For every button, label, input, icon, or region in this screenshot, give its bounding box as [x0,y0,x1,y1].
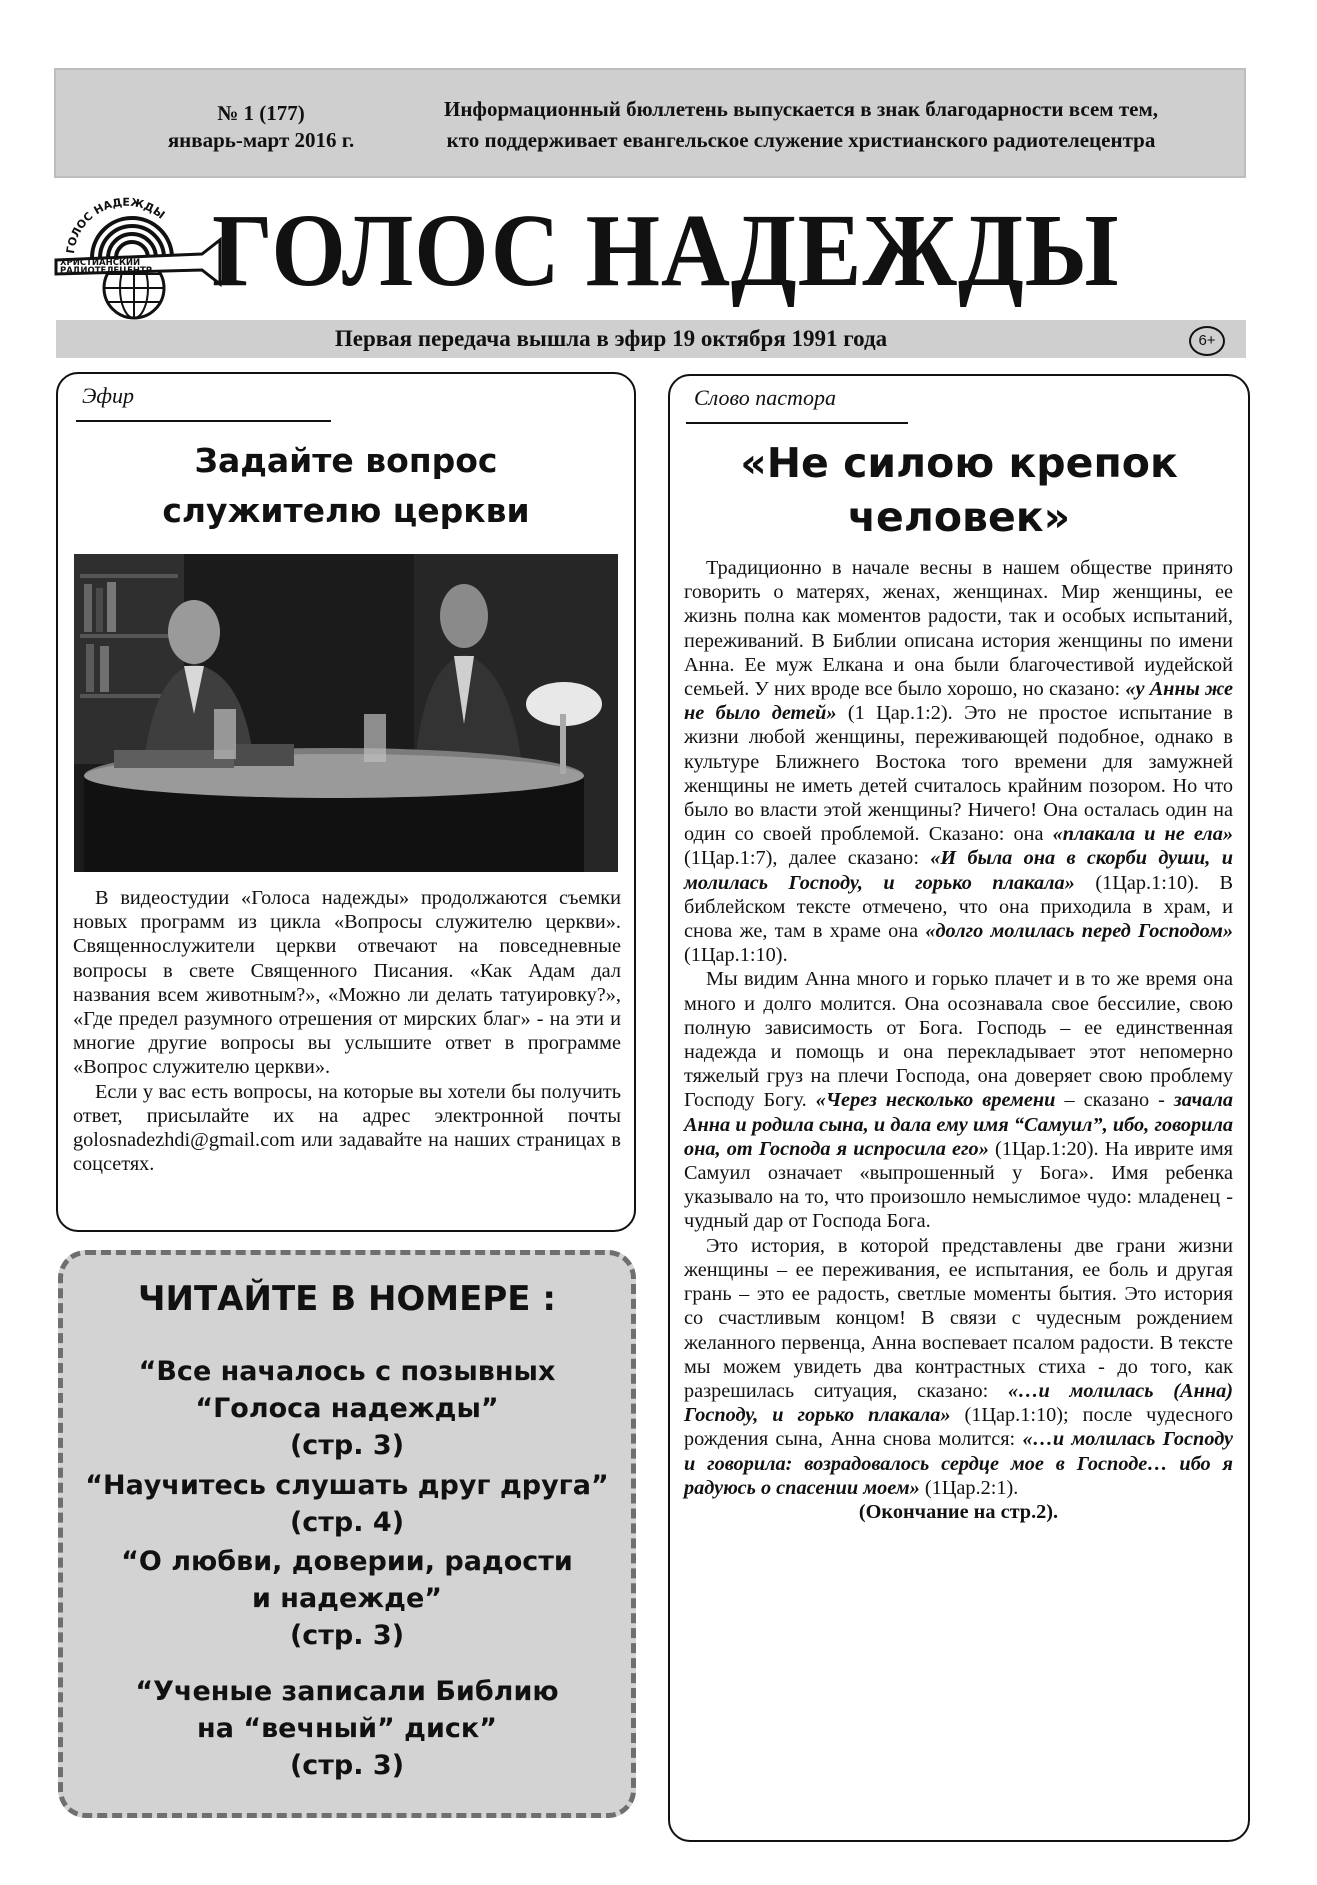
read-item-3-line1: “О любви, доверии, радости [121,1546,573,1577]
bulletin-info [391,94,1211,156]
right-article-text [684,556,1233,1524]
masthead-title: ГОЛОС НАДЕЖДЫ [212,193,1120,308]
first-broadcast-text: Первая передача вышла в эфир 19 октября 1991 года [334,326,888,351]
right-rubric: Слово пастора [694,385,836,410]
read-item-3 [63,1543,631,1654]
read-item-4 [63,1673,631,1784]
read-item-4-line1: “Ученые записали Библию [135,1676,559,1707]
logo-line2: РАДИОТЕЛЕЦЕНТР [60,266,153,276]
right-paragraph-2: Мы видим Анна много и горько плачет и в то же время она много и долго молится. Она осознавала свое бессилие, свою полную зависимость от Бога. Господь – ее единственная надежда и помощь и она перекладывает этот непомерно тяжелый груз на плечи Господа, она доверяет свою проблему Господу Богу. «Через несколько времени – сказано - зачала Анна и родила сына, и дала ему имя “Самуил”, ибо, говорила она, от Господа я испросила его» (1Цар.1:20). На иврите имя Самуил означает «выпрошенный у Бога». Имя ребенка указывало на то, что произошло немыслимое чудо: младенец - чудный дар от Господа Бога. [684,968,1234,1233]
left-article-title [68,436,624,536]
read-item-2-page: (стр. 4) [289,1507,405,1538]
left-title-line2: служителю церкви [162,491,530,530]
logo-arc-text: ГОЛОС НАДЕЖДЫ [63,195,168,255]
right-article-title [676,436,1242,544]
left-article [56,372,636,1232]
read-item-4-page: (стр. 3) [289,1750,405,1781]
bulletin-info-line2: кто поддерживает евангельское служение христианского радиотелецентра [446,128,1156,152]
issue-number: № 1 (177) [217,101,305,125]
bulletin-info-line1: Информационный бюллетень выпускается в знак благодарности всем тем, [443,97,1159,121]
left-title-line1: Задайте вопрос [194,441,498,480]
right-title-line1: «Не силою крепок [740,439,1178,487]
right-paragraph-3: Это история, в которой представлены две грани жизни женщины – ее переживания, ее испытания, ее боль и другая грань – это ее радость, светлые моменты бытия. Это история со счастливым концом! В связи с чудесным рождением желанного первенца, Анна воспевает псалом радости. В тексте мы можем увидеть два контрастных стиха - до того, как разрешилась ситуация, сказано: «…и молилась (Анна) Господу, и горько плакала» (1Цар.1:10); после чудесного рождения сына, Анна снова молится: «…и молилась Господу и говорила: возрадовалось сердце мое в Господе… ибо я радуюсь о спасении моем» (1Цар.2:1). [684,1234,1233,1499]
read-item-1-page: (стр. 3) [289,1430,405,1461]
read-item-1 [63,1353,631,1464]
logo-line1: ХРИСТИАНСКИЙ [60,258,141,268]
left-paragraph-1: В видеостудии «Голоса надежды» продолжаются съемки новых программ из цикла «Вопросы служителю церкви». Священнослужители церкви отвечают на повседневные вопросы в свете Священного Писания. «Как Адам дал названия всем животным?», «Можно ли делать татуировку?», «Где предел разумного отрешения от мирских благ» - на эти и многие другие вопросы вы услышите ответ в программе «Вопрос служителю церкви». [73,887,621,1079]
right-title-line2: человек» [847,493,1071,541]
read-item-3-line2: и надежде” [251,1583,443,1614]
read-item-3-page: (стр. 3) [289,1620,405,1651]
left-paragraph-2: Если у вас есть вопросы, на которые вы хотели бы получить ответ, присылайте их на адрес электронной почты golosnadezhdi@gmail.com или задавайте на наших страницах в соцсетях. [73,1080,621,1176]
read-item-1-line2: “Голоса надежды” [195,1393,499,1424]
left-rubric-rule [76,420,331,422]
left-article-text [73,886,621,1176]
header-info-bar [54,68,1246,178]
read-item-2 [63,1467,631,1541]
read-item-1-line1: “Все началось с позывных [138,1356,556,1387]
read-item-4-line2: на “вечный” диск” [197,1713,497,1744]
right-rubric-rule [686,422,908,424]
read-in-issue-box [58,1250,636,1818]
right-paragraph-1: Традиционно в начале весны в нашем обществе принято говорить о матерях, женах, женщинах. Мир женщины, ее жизнь полна как моментов радости, так и особых испытаний, переживаний. В Библии описана история женщины по имени Анна. Ее муж Елкана и она были благочестивой иудейской семьей. У них вроде все было хорошо, но сказано: «у Анны же не было детей» (1 Цар.1:2). Это не простое испытание в жизни любой женщины, переживающей подобное, однако в культуре Ближнего Востока того времени для замужней женщины не иметь детей считалось крайним позором. Но что было во власти этой женщины? Ничего! Она осталась один на один со своей проблемой. Сказано: она «плакала и не ела» (1Цар.1:7), далее сказано: «И была она в скорби души, и молилась Господу, и горько плакала» (1Цар.1:10). В библейском тексте отмечено, что она приходила в храм, и снова же, там в храме она «долго молилась перед Господом» (1Цар.1:10). [684,557,1234,967]
issue-date: январь-март 2016 г. [167,128,355,152]
read-item-2-line1: “Научитесь слушать друг друга” [85,1470,609,1501]
first-broadcast-bar [56,320,1246,358]
read-in-issue-title: ЧИТАЙТЕ В НОМЕРЕ : [138,1279,556,1319]
age-rating-badge: 6+ [1189,326,1225,356]
right-article [668,374,1250,1842]
left-rubric: Эфир [82,383,135,408]
continued-note: (Окончание на стр.2). [858,1500,1059,1523]
issue-info [156,100,366,154]
studio-photo [74,554,618,872]
radio-globe-logo-icon [52,188,222,328]
